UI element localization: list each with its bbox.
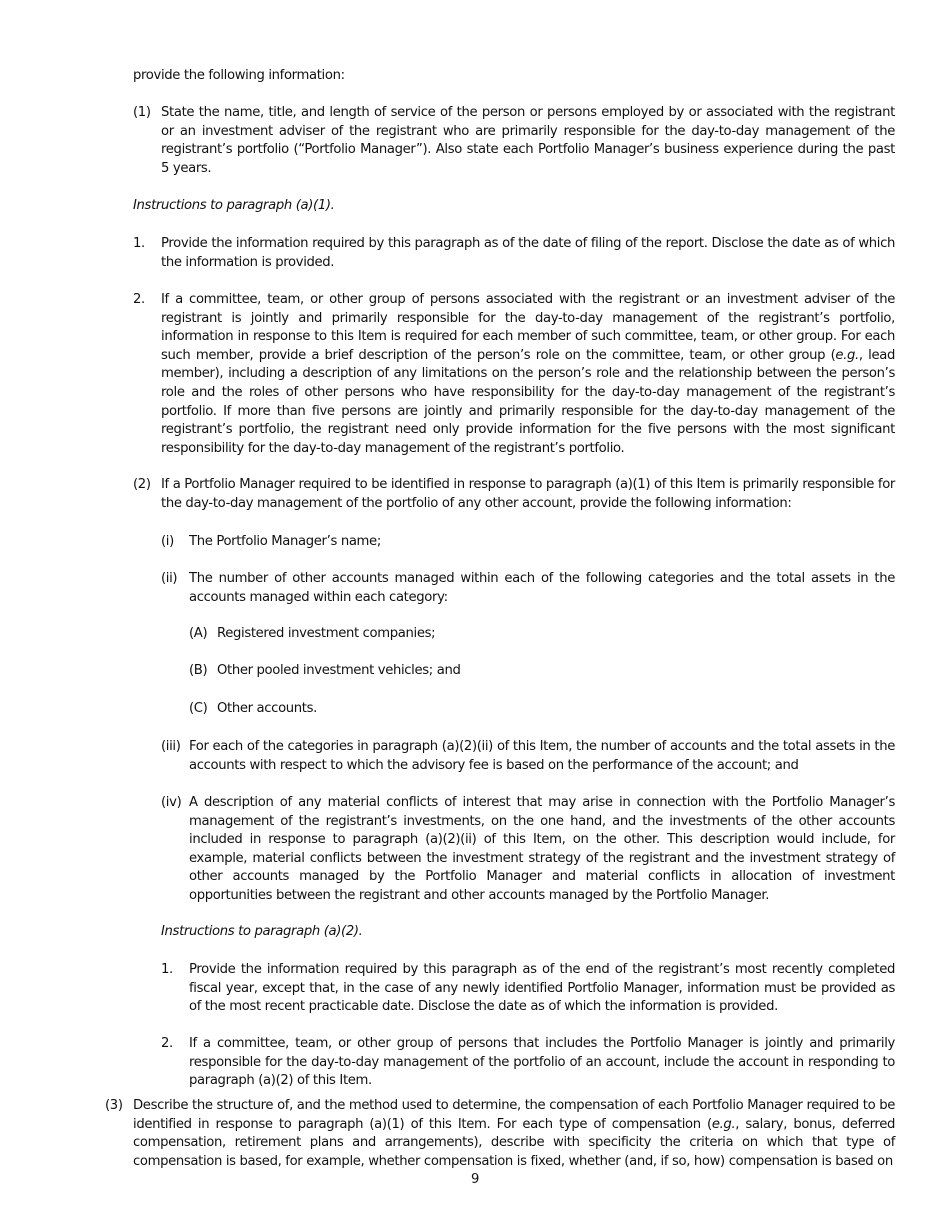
category-a-label: (A) xyxy=(189,626,208,641)
instruction-a1-2-text: If a committee, team, or other group of persons associated with the registrant or an investment adviser of the registrant is jointly and primarily responsible for the day-to-day management of the registrant’s portfolio, information in response to this Item is required for each member of such committee, team, or other group. For each such member, provide a brief description of the person’s role on the committee, team, or other group (e.g., lead member), including a description of any limitations on the person’s role and the relationship between the person’s role and the roles of other persons who have responsibility for the day-to-day management of the registrant’s portfolio. If more than five persons are jointly and primarily responsible for the day-to-day management of the registrant’s portfolio, the registrant need only provide information for the five persons with the most significant responsibility for the day-to-day management of the registrant’s portfolio. xyxy=(161,292,895,456)
sub-i-text: The Portfolio Manager’s name; xyxy=(189,534,381,549)
instruction-a1-2-label: 2. xyxy=(133,292,145,307)
instructions-a1-heading: Instructions to paragraph (a)(1). xyxy=(133,198,335,213)
eg-italic: e.g. xyxy=(835,347,859,363)
instruction-a1-1-label: 1. xyxy=(133,236,145,251)
category-c-label: (C) xyxy=(189,701,208,716)
instruction-a2-2-label: 2. xyxy=(161,1036,173,1051)
sub-iv-label: (iv) xyxy=(161,795,182,810)
paragraph-3-text: Describe the structure of, and the method used to determine, the compensation of each Portfolio Manager required to be identified in response to paragraph (a)(1) of this Item. For each type of compensation (e.g., salary, bonus, deferred compensation, retirement plans and arrangements), describe with specificity the criteria on which that type of compensation is based, for example, whether compensation is fixed, whether (and, if so, how) compensation is based on xyxy=(133,1098,896,1169)
instruction-a2-1-text: Provide the information required by this paragraph as of the end of the registrant’s most recently completed fiscal year, except that, in the case of any newly identified Portfolio Manager, information must be provided as of the most recent practicable date. Disclose the date as of which the information is provided. xyxy=(189,962,895,1015)
instruction-a2-2-text: If a committee, team, or other group of persons that includes the Portfolio Manager is jointly and primarily responsible for the day-to-day management of the portfolio of an account, include the account in responding to paragraph (a)(2) of this Item. xyxy=(189,1036,895,1089)
sub-iii-label: (iii) xyxy=(161,739,181,754)
eg-italic-2: e.g. xyxy=(711,1116,736,1132)
sub-i-label: (i) xyxy=(161,534,174,549)
paragraph-2-text: If a Portfolio Manager required to be identified in response to paragraph (a)(1) of this Item is primarily responsible for the day-to-day management of the portfolio of any other account, provide the following information: xyxy=(161,477,895,511)
category-b-text: Other pooled investment vehicles; and xyxy=(217,663,461,678)
category-b-label: (B) xyxy=(189,663,208,678)
page-number: 9 xyxy=(470,1172,480,1187)
sub-iv-text: A description of any material conflicts of interest that may arise in connection with the Portfolio Manager’s management of the registrant’s investments, on the one hand, and the investments of the other accounts included in response to paragraph (a)(2)(ii) of this Item, on the other. This description would include, for example, material conflicts between the investment strategy of the registrant and the investment strategy of other accounts managed by the Portfolio Manager and material conflicts in allocation of investment opportunities between the registrant and other accounts managed by the Portfolio Manager. xyxy=(189,795,895,903)
paragraph-1-text: State the name, title, and length of service of the person or persons employed by or associated with the registrant or an investment adviser of the registrant who are primarily responsible for the day-to-day management of the registrant’s portfolio (“Portfolio Manager”). Also state each Portfolio Manager’s business experience during the past 5 years. xyxy=(161,105,895,176)
category-c-text: Other accounts. xyxy=(217,701,317,716)
intro-text: provide the following information: xyxy=(133,68,345,83)
instruction-a2-1-label: 1. xyxy=(161,962,173,977)
instruction-a1-1-text: Provide the information required by this paragraph as of the date of filing of the report. Disclose the date as of which the information is provided. xyxy=(161,236,895,270)
instructions-a2-heading: Instructions to paragraph (a)(2). xyxy=(161,924,363,939)
paragraph-3-label: (3) xyxy=(105,1098,123,1113)
category-a-text: Registered investment companies; xyxy=(217,626,436,641)
paragraph-1-label: (1) xyxy=(133,105,151,120)
sub-ii-text: The number of other accounts managed within each of the following categories and the total assets in the accounts managed within each category: xyxy=(189,571,895,605)
sub-iii-text: For each of the categories in paragraph (a)(2)(ii) of this Item, the number of accounts and the total assets in the accounts with respect to which the advisory fee is based on the performance of the account; and xyxy=(189,739,895,773)
paragraph-2-label: (2) xyxy=(133,477,151,492)
sub-ii-label: (ii) xyxy=(161,571,178,586)
